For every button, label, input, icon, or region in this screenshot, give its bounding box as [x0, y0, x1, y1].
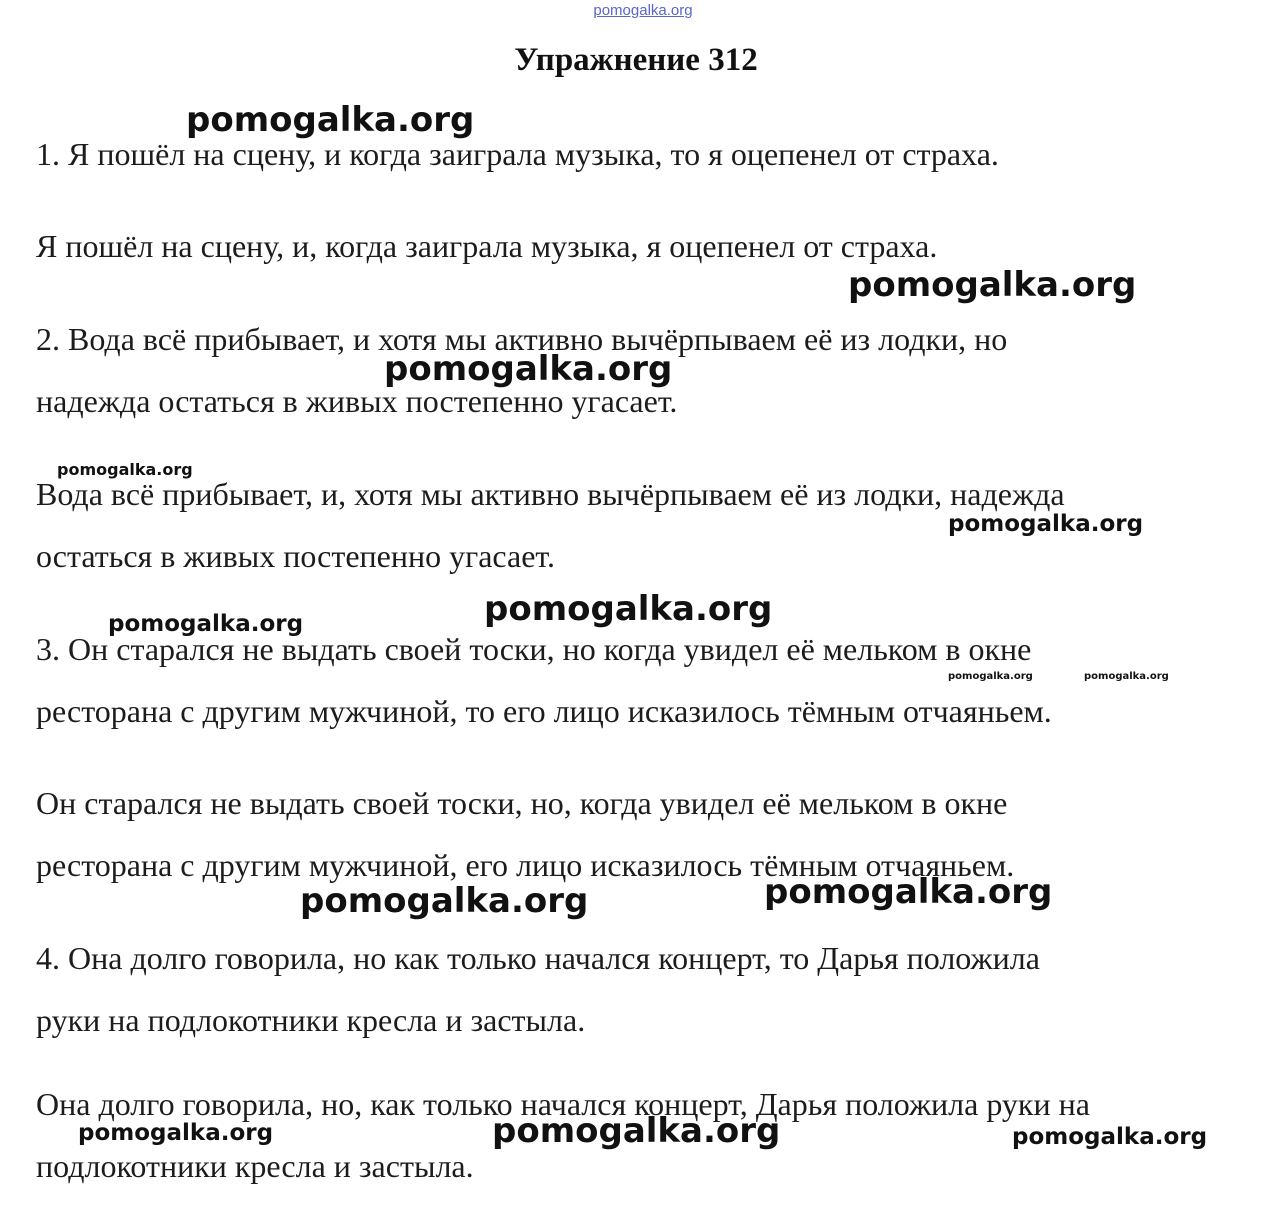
watermark: pomogalka.org [948, 511, 1144, 537]
text-line: 4. Она долго говорила, но как только начался концерт, то Дарья положила [36, 940, 1040, 976]
watermark: pomogalka.org [78, 1120, 274, 1146]
watermark: pomogalka.org [484, 589, 773, 629]
watermark: pomogalka.org [108, 611, 304, 637]
text-line: Я пошёл на сцену, и, когда заиграла музыка, я оцепенел от страха. [36, 228, 938, 264]
watermark: pomogalka.org [1084, 671, 1169, 682]
text-line: ресторана с другим мужчиной, то его лицо исказилось тёмным отчаяньем. [36, 693, 1052, 729]
text-line: 2. Вода всё прибывает, и хотя мы активно вычёрпываем её из лодки, но [36, 321, 1008, 357]
watermark: pomogalka.org [57, 460, 193, 479]
text-line: остаться в живых постепенно угасает. [36, 538, 555, 574]
watermark: pomogalka.org [186, 100, 475, 140]
text-line: Вода всё прибывает, и, хотя мы активно вычёрпываем её из лодки, надежда [36, 476, 1065, 512]
text-line: 3. Он старался не выдать своей тоски, но когда увидел её мельком в окне [36, 631, 1032, 667]
text-line: ресторана с другим мужчиной, его лицо исказилось тёмным отчаяньем. [36, 847, 1015, 883]
watermark: pomogalka.org [764, 872, 1053, 912]
text-line: надежда остаться в живых постепенно угасает. [36, 383, 678, 419]
exercise-title: Упражнение 312 [514, 42, 758, 78]
text-line: подлокотники кресла и застыла. [36, 1148, 474, 1184]
text-line: Она долго говорила, но, как только начался концерт, Дарья положила руки на [36, 1086, 1090, 1122]
text-line: 1. Я пошёл на сцену, и когда заиграла музыка, то я оцепенел от страха. [36, 136, 999, 172]
watermark: pomogalka.org [848, 265, 1137, 305]
watermark: pomogalka.org [492, 1111, 781, 1151]
site-link[interactable]: pomogalka.org [593, 2, 693, 19]
watermark: pomogalka.org [300, 881, 589, 921]
text-line: руки на подлокотники кресла и застыла. [36, 1002, 586, 1038]
watermark: pomogalka.org [1012, 1124, 1208, 1150]
text-line: Он старался не выдать своей тоски, но, когда увидел её мельком в окне [36, 785, 1008, 821]
watermark: pomogalka.org [948, 671, 1033, 682]
watermark: pomogalka.org [384, 349, 673, 389]
